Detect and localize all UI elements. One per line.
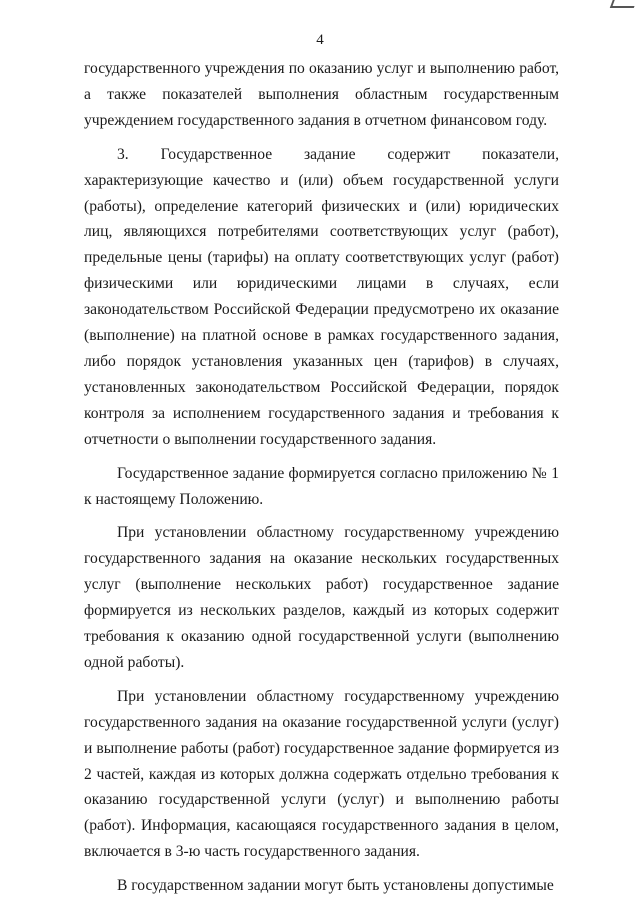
paragraph-services-and-works: При установлении областному государственному учреждению государственного задания на оказание государственной услуги (услуг) и выполнение работы (работ) государственное задание формируется из 2 частей, каждая из которых должна содержать отдельно требования к оказанию государственной услуги (услуг) и выполнению работы (работ). Информация, касающаяся государственного задания в целом, включается в 3-ю часть государственного задания. <box>84 687 559 861</box>
paragraph-permissible-deviations: В государственном задании могут быть установлены допустимые <box>117 877 554 895</box>
document-body <box>84 56 559 899</box>
paragraph-continuation: государственного учреждения по оказанию услуг и выполнению работ, а также показателей выполнения областным государственным учреждением государственного задания в отчетном финансовом году. <box>84 60 559 129</box>
paragraph-appendix-reference: Государственное задание формируется согласно приложению № 1 к настоящему Положению. <box>84 464 559 508</box>
page-number: 4 <box>316 32 324 48</box>
scan-corner-mark <box>610 0 638 8</box>
paragraph-multiple-services: При установлении областному государственному учреждению государственного задания на оказание нескольких государственных услуг (выполнение нескольких работ) государственное задание формируется из нескольких разделов, каждый из которых содержит требования к оказанию одной государственной услуги (выполнению одной работы). <box>84 524 559 671</box>
paragraph-item-3: 3. Государственное задание содержит показатели, характеризующие качество и (или) объем государственной услуги (работы), определение категорий физических и (или) юридических лиц, являющихся потребителями соответствующих услуг (работ), предельные цены (тарифы) на оплату соответствующих услуг (работ) физическими или юридическими лицами в случаях, если законодательством Российской Федерации предусмотрено их оказание (выполнение) на платной основе в рамках государственного задания, либо порядок установления указанных цен (тарифов) в случаях, установленных законодательством Российской Федерации, порядок контроля за исполнением государственного задания и требования к отчетности о выполнении государственного задания. <box>84 145 559 448</box>
